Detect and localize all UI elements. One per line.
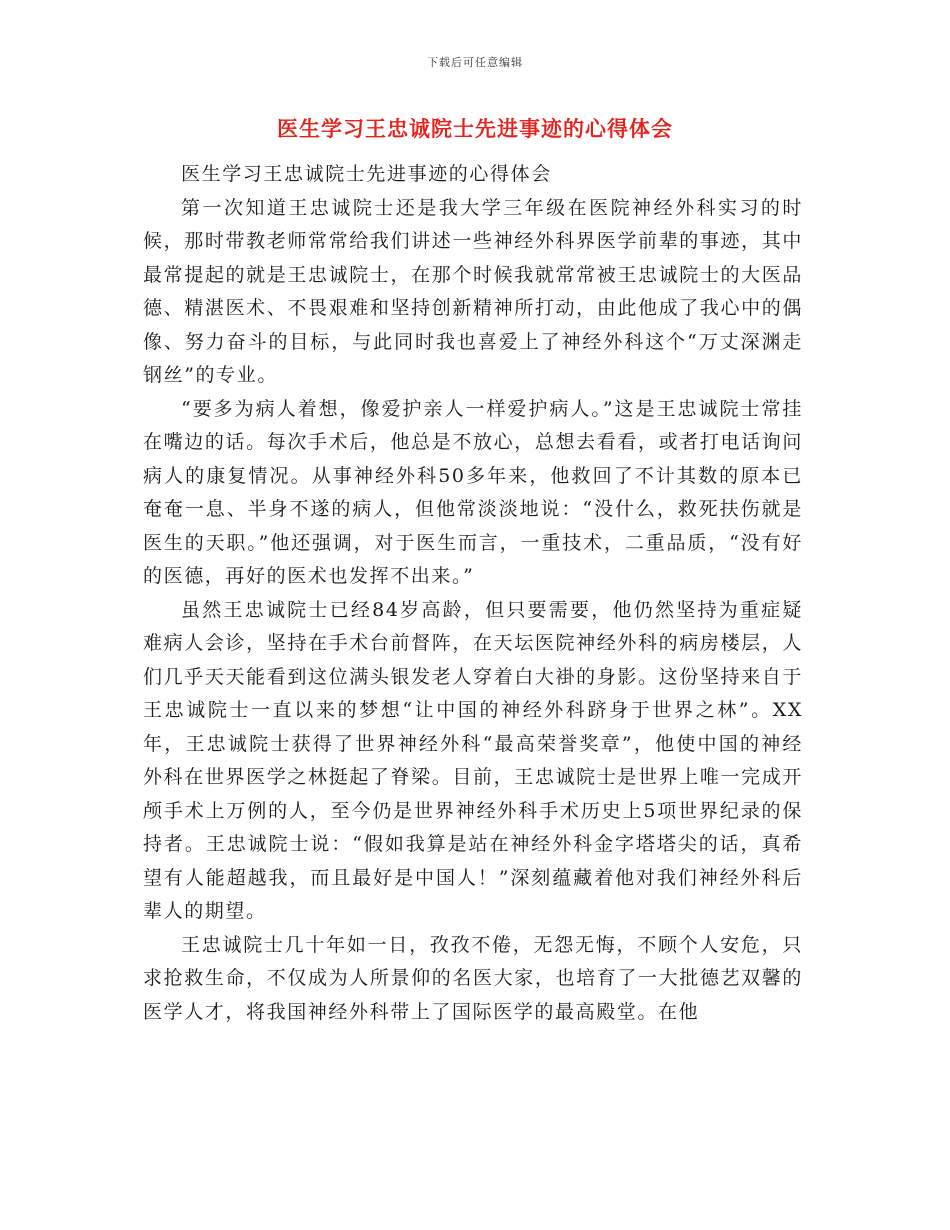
paragraph-1: 第一次知道王忠诚院士还是我大学三年级在医院神经外科实习的时候，那时带教老师常常给我们讲述一些神经外科界医学前辈的事迹，其中最常提起的就是王忠诚院士，在那个时候我就常常被王忠诚院士的大医品德、精湛医术、不畏艰难和坚持创新精神所打动，由此他成了我心中的偶像、努力奋斗的目标，与此同时我也喜爱上了神经外科这个“万丈深渊走钢丝”的专业。 [143, 196, 803, 386]
paragraph-2: “要多为病人着想，像爱护亲人一样爱护病人。”这是王忠诚院士常挂在嘴边的话。每次手术后，他总是不放心，总想去看看，或者打电话询问病人的康复情况。从事神经外科50多年来，他救回了不计其数的原本已奄奄一息、半身不遂的病人，但他常淡淡地说：“没什么，救死扶伤就是医生的天职。”他还强调，对于医生而言，一重技术，二重品质，“没有好的医德，再好的医术也发挥不出来。” [143, 397, 803, 587]
header-note: 下载后可任意编辑 [427, 56, 523, 69]
document-title: 医生学习王忠诚院士先进事迹的心得体会 [277, 116, 673, 141]
paragraph-3: 虽然王忠诚院士已经84岁高龄，但只要需要，他仍然坚持为重症疑难病人会诊，坚持在手术台前督阵，在天坛医院神经外科的病房楼层，人们几乎天天能看到这位满头银发老人穿着白大褂的身影。这份坚持来自于王忠诚院士一直以来的梦想“让中国的神经外科跻身于世界之林”。XX年，王忠诚院士获得了世界神经外科“最高荣誉奖章”，他使中国的神经外科在世界医学之林挺起了脊梁。目前，王忠诚院士是世界上唯一完成开颅手术上万例的人，至今仍是世界神经外科手术历史上5项世界纪录的保持者。王忠诚院士说：“假如我算是站在神经外科金字塔塔尖的话，真希望有人能超越我，而且最好是中国人！”深刻蕴藏着他对我们神经外科后辈人的期望。 [143, 598, 803, 922]
document-body [143, 158, 803, 1029]
paragraph-4: 王忠诚院士几十年如一日，孜孜不倦，无怨无悔，不顾个人安危，只求抢救生命，不仅成为人所景仰的名医大家，也培育了一大批德艺双馨的医学人才，将我国神经外科带上了国际医学的最高殿堂。在他 [143, 933, 803, 1023]
document-subtitle: 医生学习王忠诚院士先进事迹的心得体会 [181, 163, 552, 185]
